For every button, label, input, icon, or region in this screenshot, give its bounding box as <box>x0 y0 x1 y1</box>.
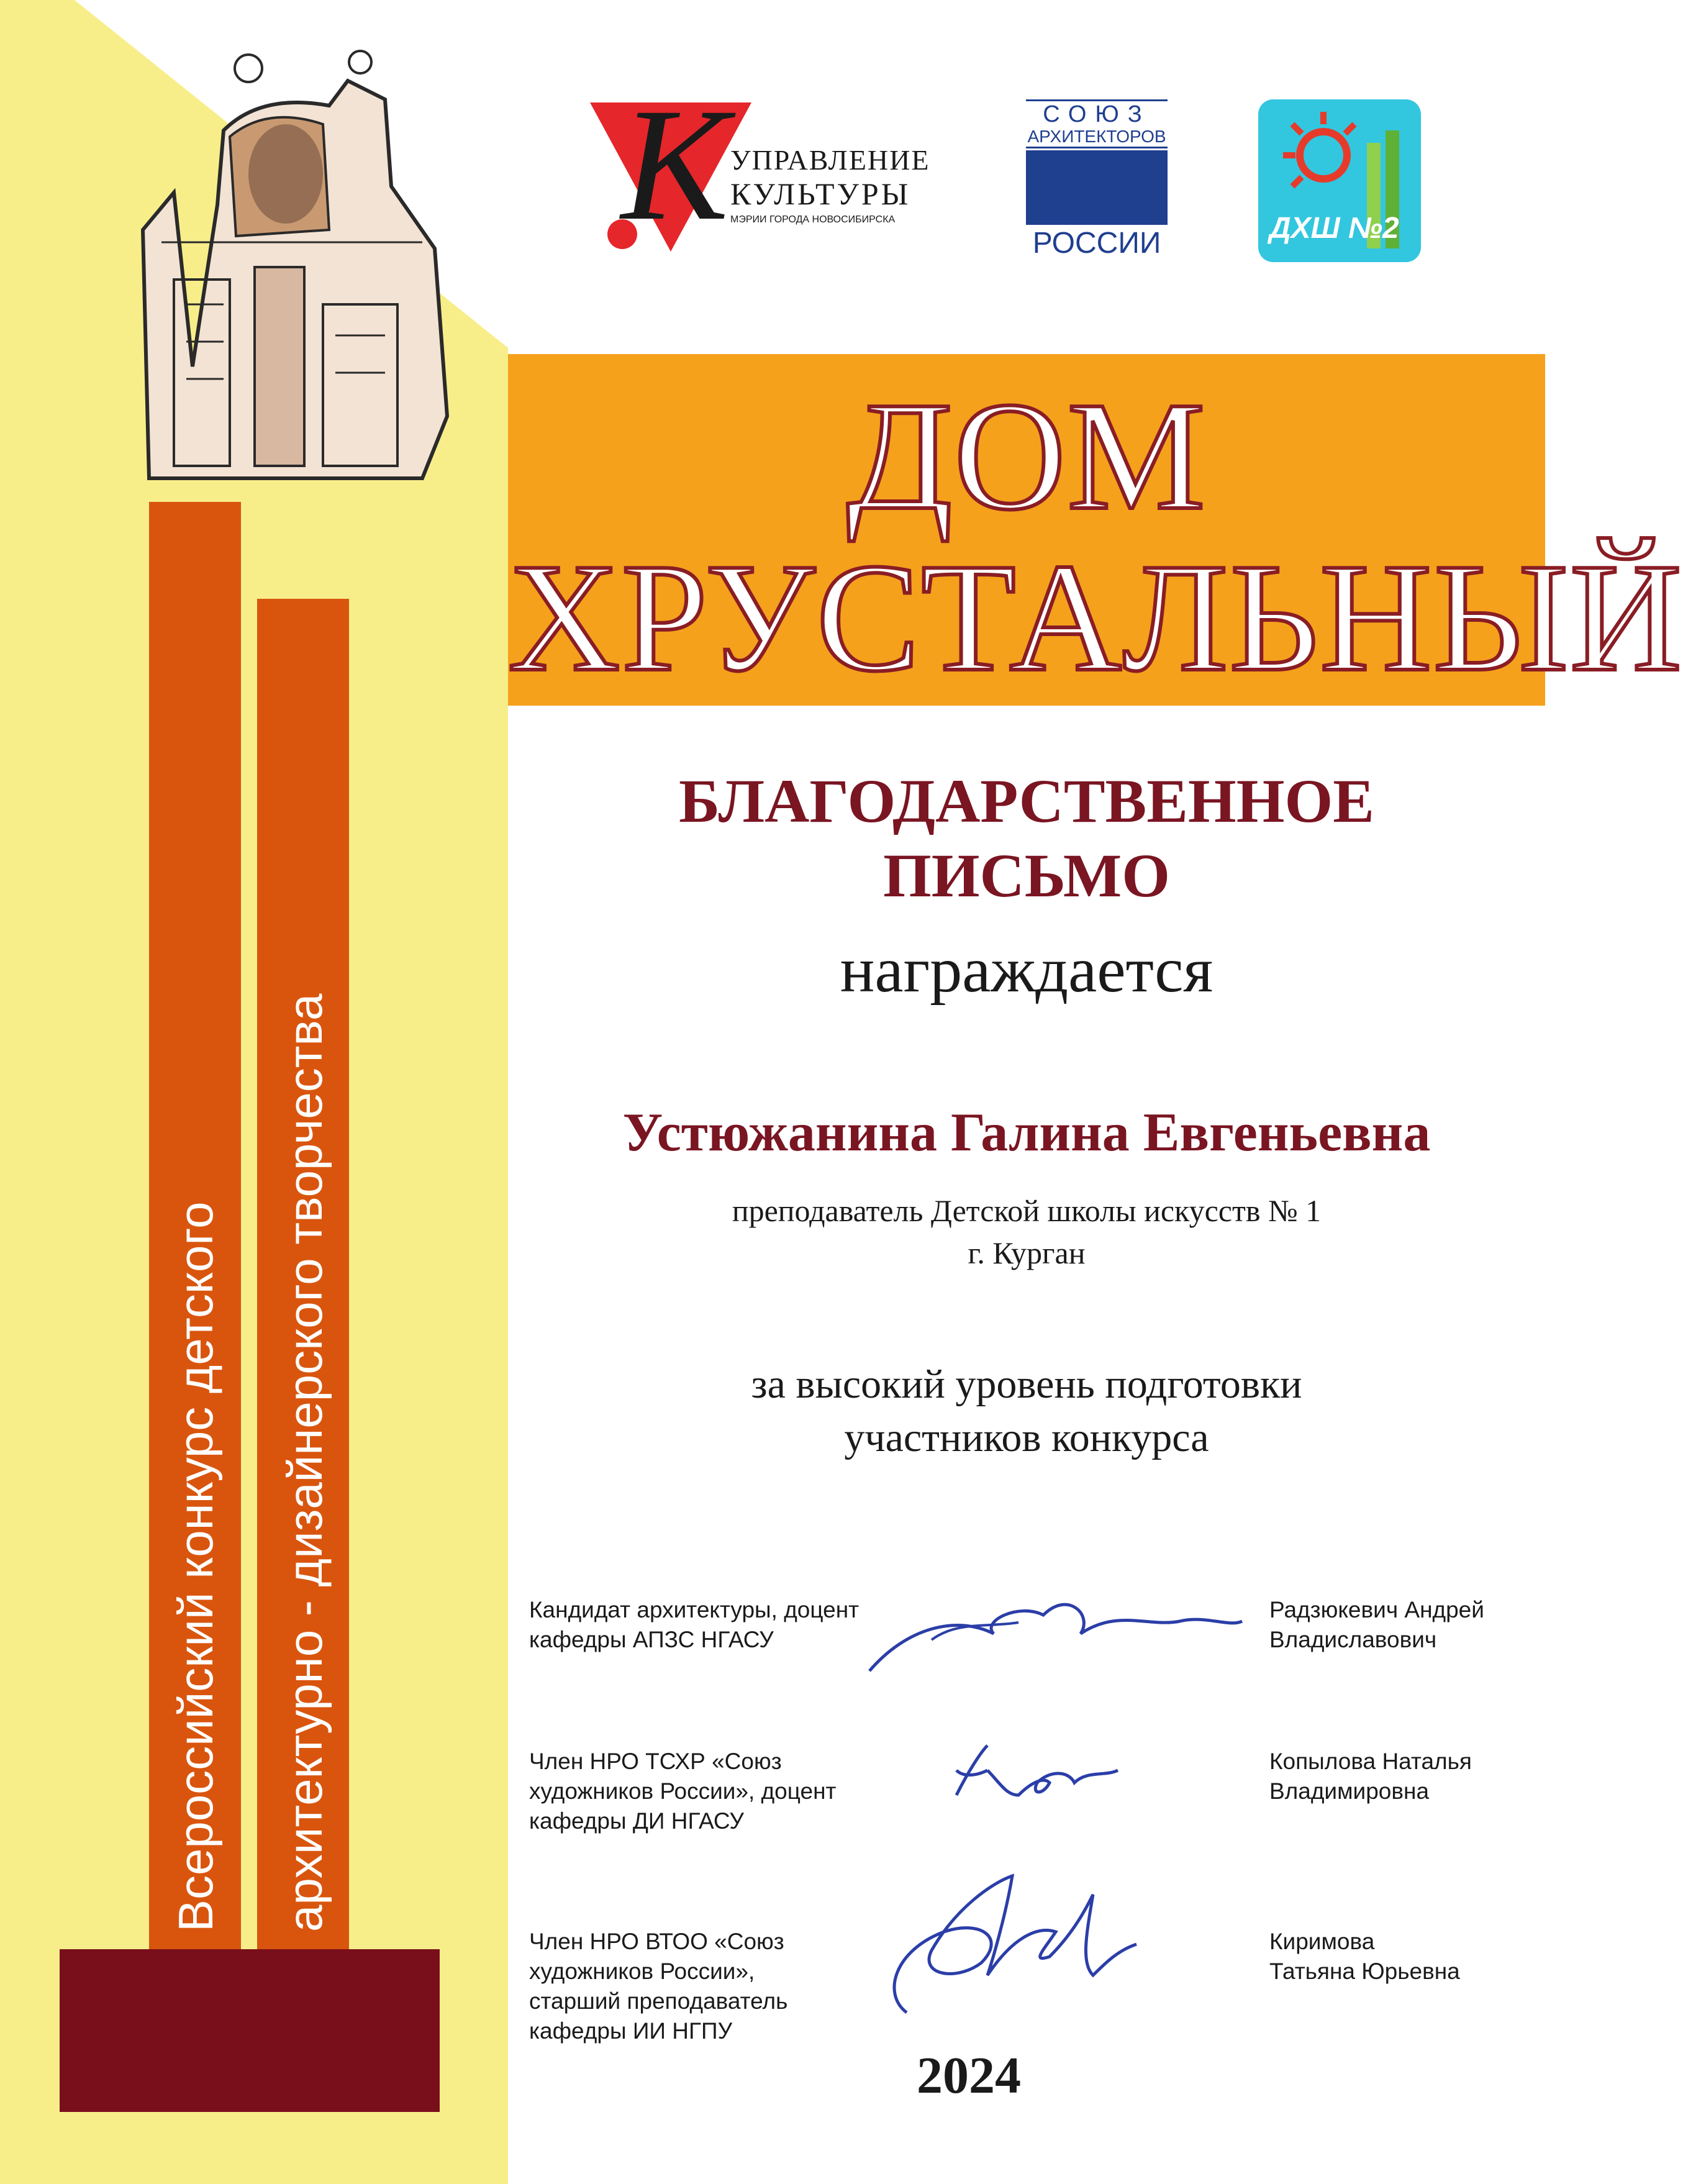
letter-type-line2: ПИСЬМО <box>882 841 1171 910</box>
reason-line2: участников конкурса <box>844 1415 1209 1460</box>
signatory-2-title <box>529 1747 927 1836</box>
signatory-2-name <box>1269 1747 1530 1806</box>
year-label: 2024 <box>917 2047 1021 2104</box>
signatory-3-title-line1: Член НРО ВТОО «Союз <box>529 1929 784 1954</box>
signature-1-image <box>857 1578 1254 1690</box>
left-decorative-panel <box>0 0 508 2184</box>
reason-line1: за высокий уровень подготовки <box>751 1362 1302 1407</box>
culture-logo <box>584 75 944 264</box>
title-line2: ХРУСТАЛЬНЫЙ <box>508 532 1683 704</box>
signatory-3-title-line4: кафедры ИИ НГПУ <box>529 2018 733 2044</box>
union-logo-line2: АРХИТЕКТОРОВ <box>1026 127 1168 148</box>
culture-logo-line1: УПРАВЛЕНИЕ <box>730 144 930 176</box>
signatory-3-title-line2: художников России», <box>529 1959 755 1985</box>
signature-3-image <box>869 1857 1155 2025</box>
recipient-position: преподаватель Детской школы искусств № 1 <box>732 1193 1322 1228</box>
contest-name-line1: Всероссийский конкурс детского <box>168 1201 223 1932</box>
title-line1: ДОМ <box>846 370 1207 542</box>
signatory-1-title-line2: кафедры АПЗС НГАСУ <box>529 1627 774 1653</box>
art-school-logo <box>1258 99 1421 262</box>
signatory-1-name <box>1269 1595 1530 1655</box>
signatory-3-name <box>1269 1927 1530 1986</box>
signatory-3-name-line1: Киримова <box>1269 1929 1375 1954</box>
title-banner <box>508 354 1683 706</box>
culture-logo-line3: МЭРИИ ГОРОДА НОВОСИБИРСКА <box>730 214 896 225</box>
signatory-3-title-line3: старший преподаватель <box>529 1988 788 2014</box>
signatory-1-name-line2: Владиславович <box>1269 1627 1437 1653</box>
signatory-3-name-line2: Татьяна Юрьевна <box>1269 1959 1460 1985</box>
culture-logo-line2: КУЛЬТУРЫ <box>730 176 911 211</box>
culture-logo-letter: К <box>621 75 728 254</box>
signatory-2-name-line2: Владимировна <box>1269 1778 1430 1804</box>
union-logo-line3: РОССИИ <box>1032 227 1161 260</box>
signatory-2-title-line1: Член НРО ТСХР «Союз <box>529 1749 782 1774</box>
signatory-3-title <box>529 1927 927 2046</box>
union-logo-blue-block <box>1026 150 1168 225</box>
architects-union-logo <box>1026 99 1168 261</box>
recipient-name: Устюжанина Галина Евгеньевна <box>622 1103 1431 1163</box>
letter-type-line1: БЛАГОДАРСТВЕННОЕ <box>679 767 1374 835</box>
signature-2-image <box>944 1733 1130 1814</box>
signatory-2-name-line1: Копылова Наталья <box>1269 1749 1472 1774</box>
recipient-city: г. Курган <box>968 1235 1086 1270</box>
awarded-label: награждается <box>840 934 1213 1006</box>
union-logo-line1: СОЮЗ <box>1026 99 1168 128</box>
signatory-2-title-line2: художников России», доцент <box>529 1778 837 1804</box>
art-school-logo-text: ДХШ №2 <box>1269 212 1399 245</box>
crystal-house-illustration <box>124 43 460 491</box>
signatory-2-title-line3: кафедры ДИ НГАСУ <box>529 1808 744 1834</box>
signatory-1-title-line1: Кандидат архитектуры, доцент <box>529 1597 860 1622</box>
signatory-1-name-line1: Радзюкевич Андрей <box>1269 1597 1484 1622</box>
contest-name-line2: архитектурно - дизайнерского творчества <box>278 993 332 1932</box>
sidebar-base-block <box>60 1949 440 2112</box>
